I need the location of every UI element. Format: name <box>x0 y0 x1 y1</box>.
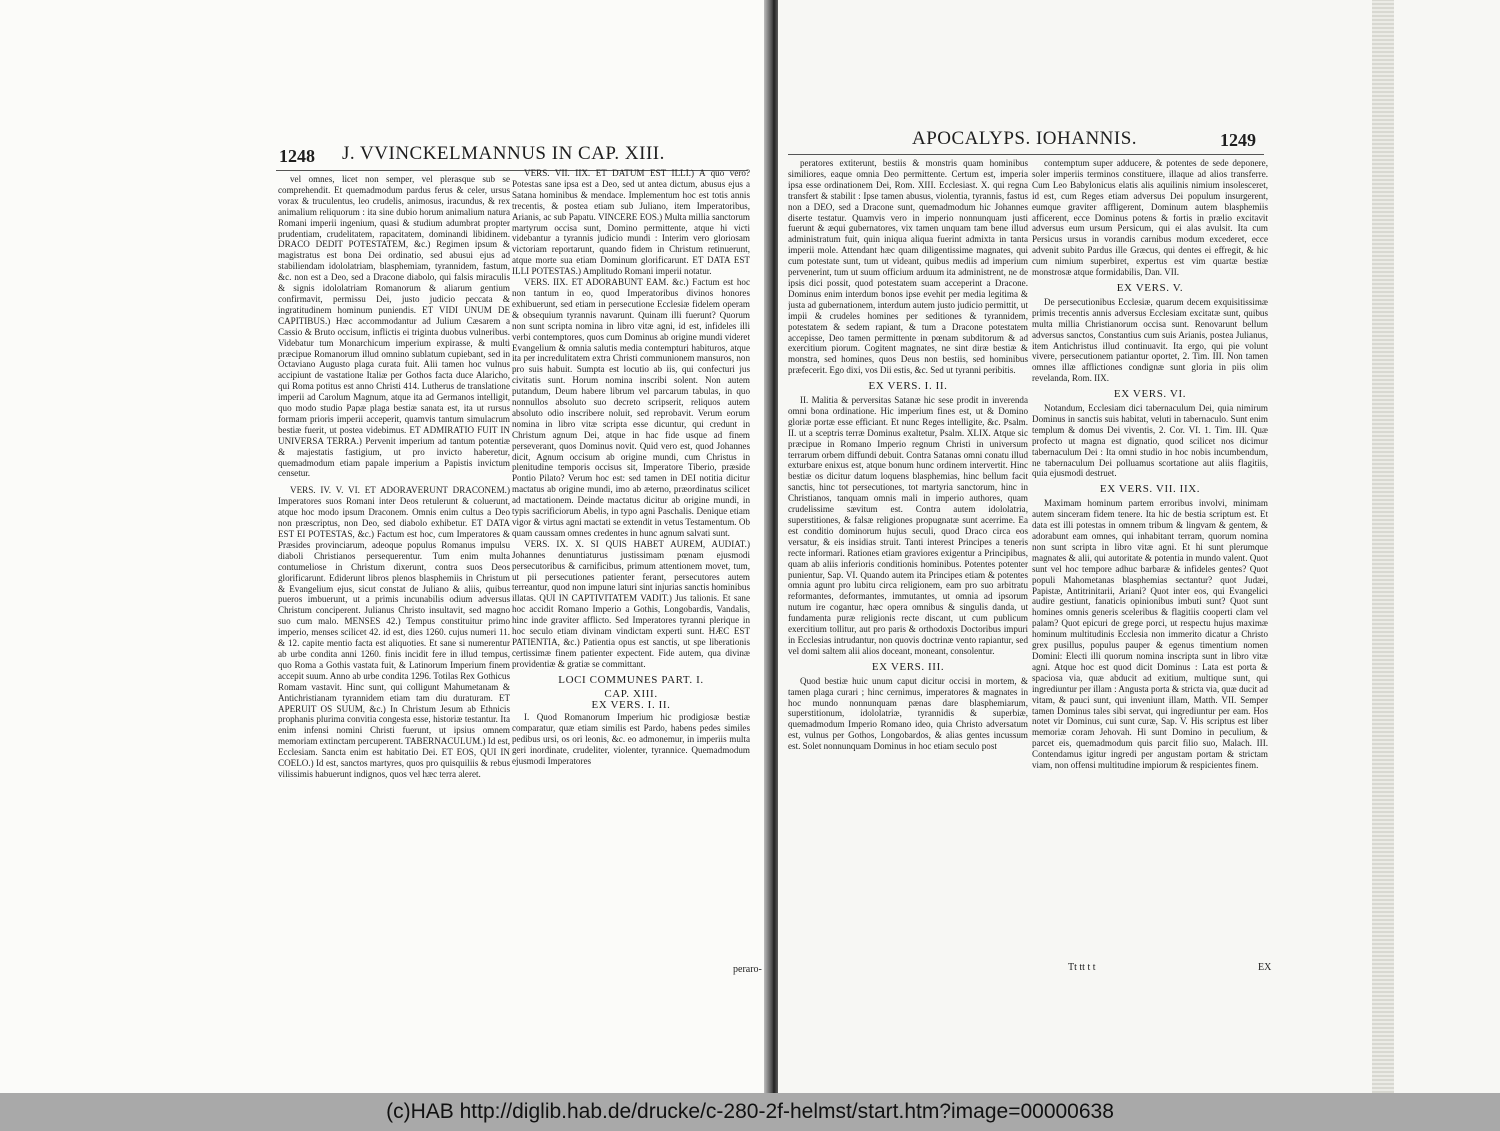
paragraph: vel omnes, licet non semper, vel plerasque sub se comprehendit. Et quemadmodum pardus ferus & celer, ursus vorax & truculentus, leo crudelis, animosus, iracundus, & rex animalium reliquorum : ita sine dubio horum animalium natura Romani imperii ingenium, quasi & studium adumbrat propter prudentiam, crudelitatem, rapacitatem, dominandi libidinem. DRACO DEDIT POTESTATEM, &c.) Regimen ipsum & magistratus est bona Dei ordinatio, sed abusui ejus ad stabiliendam idololatriam, blasphemiam, tyrannidem, fastum, &c. non est a Deo, sed a Dracone diabolo, qui falsis miraculis & signis idololatriam Romanorum & aliarum gentium confirmavit, permissu Dei, justo judicio peccata & ingratitudinem hominum puniendis. ET VIDI UNUM DE CAPITIBUS.) Hæc accommodantur ad Julium Cæsarem a Cassio & Bruto occisum, inflictis ei triginta duobus vulneribus. Videbatur tum Monarchicum imperium expirasse, & multi præcipue Romanorum illud omnino sublatum cupiebant, sed in Octaviano Augusto plaga curata fuit. Alii tamen hoc vulnus accipiunt de vastatione Italiæ per Gothos facta duce Alaricho, qui Roma potitus est anno Christi 414. Lutherus de translatione imperii ad Carolum Magnum, atque ita ad Germanos intelligit, quo modo studio Papæ plaga bestiæ sanata est, ita ut rursus formam prioris imperii acceperit, quamvis tantum simulacrum bestiæ fuerit, ut postea videbimus. ET ADMIRATIO FUIT IN UNIVERSA TERRA.) Pervenit imperium ad tantum potentiæ & majestatis fastigium, ut pro invicto haberetur, quemadmodum etiam papale imperium a Papistis invictum censetur. <box>278 174 510 479</box>
section-heading: EX VERS. III. <box>871 660 945 673</box>
right-header-rule <box>788 154 1264 155</box>
right-column-1 <box>788 158 1028 978</box>
catchword: peraro- <box>733 964 762 975</box>
right-running-header: APOCALYPS. IOHANNIS. <box>912 128 1138 149</box>
paragraph: VERS. IX. X. SI QUIS HABET AUREM, AUDIAT.) Johannes denuntiaturus justissimam pœnam ejusmodi persecutoribus & carnificibus, primum attentionem movet, tum, ut pii persecutiones patienter ferant, persecutores autem terreantur, quod non impune laturi sint injurias sanctis hominibus illatas. QUI IN CAPTIVITATEM VADIT.) Jus talionis. Et sane hoc accidit Romano Imperio a Gothis, Longobardis, Vandalis, hinc inde graviter afflicto. Sed Imperatores tyranni plerique in hoc seculo etiam divinam vindictam experti sunt. HÆC EST PATIENTIA, &c.) Patientia opus est sanctis, ut spe liberationis certissimæ finem patienter expectent. Fide autem, qua divinæ providentiæ & gratiæ se committant. <box>512 538 750 669</box>
section-heading: EX VERS. I. II. <box>868 380 948 393</box>
right-column-2 <box>1032 158 1268 958</box>
paragraph: I. Quod Romanorum Imperium hic prodigiosæ bestiæ comparatur, quæ etiam similis est Pardo, habens pedes similes pedibus ursi, os ori leonis, &c. eo admonemur, in imperiis multa geri inordinate, crudeliter, violenter, tyrannice. Quemadmodum ejusmodi Imperatores <box>512 712 750 767</box>
left-running-header: J. VVINCKELMANNUS IN CAP. XIII. <box>342 143 665 164</box>
left-column-2 <box>512 168 750 978</box>
section-heading: EX VERS. I. II. <box>591 698 671 711</box>
signature-mark: Tt tt t t <box>1068 962 1096 973</box>
page-edge-shading <box>1372 0 1394 1093</box>
left-page-number: 1248 <box>279 146 315 166</box>
paragraph: contemptum super adducere, & potentes de sede deponere, soler imperiis terminos constituere, illaque ad alios transferre. Cum Leo Babylonicus elatis alis aquilinis nimium insolesceret, id est, cum Reges etiam adversus Dei populum insurgerent, eumque graviter affligerent, Dominum autem blasphemiis afficerent, ecce Dominus potens & fortis in prælio excitavit adversus eum ursum Persicum, qui ei alas avulsit. Ita cum Persicus ursus in vorandis carnibus modum excederet, ecce advenit subito Pardus ille Græcus, qui dentes ei effregit, & hic cum nimium superbiret, expertus est vim quartæ bestiæ monstrosæ atque formidabilis, Dan. VII. <box>1032 158 1268 278</box>
paragraph: II. Malitia & perversitas Satanæ hic sese prodit in inverenda omni bona ordinatione. Hic imperium fines est, ut & Domino gloriæ portæ esse efficiant. Et nunc Reges intelligite, &c. Psalm. II. ut a sceptris terræ Dominus exaltetur, Psalm. XLIX. Atque sic præcipue in Romano Imperio regnum Christi in universum terrarum orbem diffundi debuit. Contra Satanas omni conatu illud exturbare enixus est, atque bonum hunc ordinem intervertit. Hinc bestiæ os dicitur datum loquens blasphemias, hinc bellum facit sanctis, hinc tot persecutiones, tot martyria sanctorum, hinc in Christianos, tanquam omnis mali in imperio authores, quam crudelissime sævitum est. Contra autem idololatria, superstitiones, & falsæ religiones propugnatæ sunt acerrime. Ea est conditio dominorum hujus seculi, quod Draco circa eos versatur, & eis insidias struit. Tanti interest Principes a teneris recte informari. Rationes etiam graviores exigentur a Principibus, quam ab aliis inferioris conditionis hominibus. Potentes potenter punientur, Sap. VI. Quando autem ita Principes etiam & potentes omnia agunt pro lubitu circa religionem, eam pro suo arbitratu reformantes, deformantes, immutantes, ut omnia ad ipsorum nutum ire cogantur, hæc opera omnibus & singulis danda, ut fundamenta puræ religionis recte discant, ut cum publicum exercitium tollitur, aut pro paris & orthodoxis Doctoribus impuri in Ecclesias intrudantur, non quovis doctrinæ vento rapiantur, sed vel domi saltem alii alios doceant, moneant, consolentur. <box>788 395 1028 656</box>
left-column-1 <box>278 174 510 974</box>
footer-credit-text: (c)HAB http://diglib.hab.de/drucke/c-280-2f-helmst/start.htm?image=00000638 <box>386 1100 1114 1123</box>
section-heading: EX VERS. VI. <box>1113 388 1187 401</box>
paragraph: Quod bestiæ huic unum caput dicitur occisi in mortem, & tamen plaga curari ; hinc cernimus, imperatores & magnates in hoc mundo nonnunquam pænas dare blasphemiarum, superstitionum, idololatriæ, tyrannidis & superbiæ, quemadmodum Imperio Romano ideo, quia Christo adversatum est, vulnus per Gothos, Longobardos, & alias gentes incussum est. Solet nonnunquam Dominus in hoc etiam seculo post <box>788 675 1028 752</box>
paragraph: VERS. IIX. ET ADORABUNT EAM. &c.) Factum est hoc non tantum in eo, quod Imperatoribus divinos honores exhibuerunt, sed etiam in persecutione Ecclesiæ fidelem operam & obsequium tyrannis navarunt. Quinam illi fuerunt? Quorum non sunt scripta nomina in libro vitæ agni, id est, infideles illi verbi contemptores, quos cum Dominus ab origine mundi videret Evangelium & omnia salutis media contempturi habituros, atque ita per incredulitatem extra Christi communionem mansuros, non pro suis habuit. Sumpta est locutio ab iis, qui confecturi jus civitatis sunt. Horum nomina inscribi solent. Non autem putandum, Deum habere librum vel parcarum tabulas, in quo nonnullos absoluto suo decreto scripserit, reliquos autem absoluto odio inscribere noluit, sed reprobavit. Verum eorum nomina in libro vitæ scripta esse dicuntur, qui credunt in Christum agnum Dei, atque in hac fide usque ad finem perseverant, quos Dominus novit. Quid vero est, quod Johannes dicit, Agnum occisum ab origine mundi, cum Christus in plenitudine temporis occisus sit, Imperatore Tiberio, præside Pontio Pilato? Verum hoc est: sed tamen in DEI notitia dicitur mactatus ab origine mundi, imo ab æterno, præordinatus scilicet ad mactationem. Deinde mactatus dicitur ab origine mundi, in typis sacrificiorum Abelis, in typo agni Paschalis. Denique etiam vigor & virtus agni mactati se extendit in vetus Testamentum. Ob quam caussam omnes credentes in hunc agnum salvati sunt. <box>512 277 750 538</box>
catchword: EX <box>1258 962 1272 973</box>
paragraph: Notandum, Ecclesiam dici tabernaculum Dei, quia nimirum Dominus in sanctis suis habitat, veluti in tabernaculo. Sunt enim templum & domus Dei viventis, 2. Cor. VI. 1. Tim. III. Quæ profecto ut magna est dignatio, quod scilicet nos dicimur tabernaculum Dei : Ita omni studio in hoc nobis incumbendum, ne tabernaculum Dei polluamus scortatione aut aliis flagitiis, quia ejusmodi destruet. <box>1032 403 1268 479</box>
paragraph: VERS. VII. IIX. ET DATUM EST ILLI.) A quo vero? Potestas sane ipsa est a Deo, sed ut antea dictum, abusus ejus a Satana hominibus & mendace. Implementum hoc est totis annis trecentis, & postea etiam sub Juliano, item Imperatoribus, Arianis, ac sub Papatu. VINCERE EOS.) Multa millia sanctorum martyrum occisa sunt, Domino permittente, atque hi victi videbantur a tyrannis judicio mundi : Interim vero gloriosam victoriam reportarunt, quando fidem in Christum retinuerunt, atque morte sua etiam Dominum glorificarunt. ET DATA EST ILLI POTESTAS.) Amplitudo Romani imperii notatur. <box>512 168 750 277</box>
section-heading: EX VERS. V. <box>1116 281 1184 294</box>
section-heading: CAP. XIII. <box>604 687 658 700</box>
paragraph: De persecutionibus Ecclesiæ, quarum decem exquisitissimæ primis trecentis annis adversus Ecclesiam excitatæ sunt, quibus multa millia Christianorum occisa sunt. Renovarunt bellum adversus sanctos, Constantius cum suis Arianis, postea Julianus, item Antichristus illud continuavit. Ita ergo, qui pie volunt vivere, persecutionem patiantur oportet, 2. Tim. III. Non tamen omnes illæ afflictiones condignæ sunt gloria in piis olim revelanda, Rom. IIX. <box>1032 296 1268 384</box>
paragraph: peratores extiterunt, bestiis & monstris quam hominibus similiores, eaque omnia Deo permittente. Certum est, imperia ipsa esse ordinationem Dei, Rom. XIII. Ecclesiast. X. qui regna transfert & stabilit : Ipse tamen abusus, violentia, tyrannis, fastus non a DEO, sed a Dracone sunt, quemadmodum hic Johannes diserte testatur. Quamvis vero in imperio nonnunquam justi fuerunt & æqui gubernatores, vix tamen unquam tam bene illud administratum fuit, quin iniqua aliqua fuerint admixta in tanta imperii mole. Attendant hæc quam diligentissime magnates, qui cum potestate sunt, tum ut videant, quibus mediis ad imperium pervenerint, tum ut suum officium arduum ita administrent, ne de ipsis dici possit, quod potestatem suam acceperint a Dracone. Dominus enim interdum bonos ipse evehit per media legitima & justa ad gubernationem, interdum autem justo judicio permittit, ut impii & crudeles homines per seditiones & tyrannidem, potestatem & sedem rapiant, & tum a Dracone potestatem accepisse, Deo tamen permittente in pœnam subditorum & ad exercitium piorum. Cogitent magnates, ne sint diræ bestiæ & monstra, sed homines, quos Deus non bestiis, sed hominibus præfecerit. Ego dixi, vos Dii estis, &c. Sed ut tyranni peribitis. <box>788 158 1028 376</box>
footer-credit-bar <box>0 1093 1500 1131</box>
paragraph: VERS. IV. V. VI. ET ADORAVERUNT DRACONEM.) Imperatores suos Romani inter Deos retulerunt & coluerunt, atque hoc modo ipsum Draconem. Omnis enim cultus a Deo non præscriptus, non Deo, sed diabolo exhibetur. ET DATA EST EI POTESTAS, &c.) Factum est hoc, cum Imperatores & Præsides provinciarum, adeoque populus Romanus impulsu diaboli Christianos persequerentur. Tum enim multa contumeliose in Christum dixerunt, contra suos Deos glorificarunt. Ediderunt libros plenos blasphemiis in Christum & Evangelium ejus, sicut constat de Juliano & aliis, quibus pueros imbuerunt, ut a primis incunabilis odium adversus Christum conciperent. Julianus Christo insultavit, sed magno suo cum malo. MENSES 42.) Tempus constituitur primo imperio, menses scilicet 42. id est, dies 1260. cujus numeri 11. & 12. capite mentio facta est aliquoties. Et sane si numerentur ab urbe condita anni 1260. finis incidit fere in illud tempus, quo Roma a Gothis vastata fuit, & Latinorum Imperium finem accepit suum. Anno ab urbe condita 1296. Totilas Rex Gothicus Romam vastavit. Hinc sunt, qui colligunt Mahumetanam & Antichristianam tyrannidem etiam tam diu duraturam. ET APERUIT OS SUUM, &c.) In Christum Jesum ab Ethnicis prophanis plurima convitia congesta esse, historiæ testantur. Ita enim infensi nomini Christi fuerunt, ut ipsius omnem memoriam extinctam percuperent. TABERNACULUM.) Id est, Ecclesiam. Sancta enim est habitatio Dei. ET EOS, QUI IN COELO.) Id est, sanctos martyres, quos pro quisquiliis & rebus vilissimis habuerunt indignos, quos vel hæc terra aleret. <box>278 485 510 779</box>
right-page-number: 1249 <box>1220 130 1256 150</box>
section-heading: LOCI COMMUNES PART. I. <box>558 673 704 686</box>
paragraph: Maximam hominum partem erroribus involvi, minimam autem sinceram fidem tenere. Ita hic de bestia scriptum est. Et data est illi potestas in omnem tribum & lingvam & gentem, & adorabunt eam omnes, qui inhabitant terram, quorum nomina non sunt scripta in libro vitæ agni. Et hi sunt plerumque magnates & alii, qui autoritate & potentia in mundo valent. Quot sunt vel hoc tempore adhuc barbaræ & infideles gentes? Quot populi Mahometanas blasphemias sectantur? quot Judæi, Papistæ, Antitrinitarii, Ariani? Quot inter eos, qui Evangelici audire gestiunt, fanaticis opinionibus imbuti sunt? Quot sunt homines omnis generis sceleribus & flagitiis cooperti clam vel palam? Quot epicuri de grege porci, ut respectu hujus maximæ hominum multitudinis Ecclesia non immerito dicatur a Christo grex pusillus, populus pauper & egenus timentium nomen Domini: Electi illi quorum nomina inscripta sunt in libro vitæ agni. Atque hoc est quod dicit Dominus : Lata est porta & spaciosa via, quæ abducit ad exitium, multique sunt, qui ingrediuntur per illam : Angusta porta & stricta via, quæ ducit ad vitam, & pauci sunt, qui inveniunt illam, Matth. VII. Semper tamen Dominus tales sibi servat, qui ingrediuntur per eam. Hos notet vir Dominus, cui sunt curæ, Sap. V. His scriptus est liber memoriæ coram Jehovah. Hi sunt Domino in peculium, & parcet eis, quemadmodum quis parcit filio suo, Malach. III. Contendamus igitur ingredi per angustam portam & strictam viam, non offensi multitudine impiorum & respicientes finem. <box>1032 498 1268 771</box>
left-page <box>0 0 770 1093</box>
section-heading: EX VERS. VII. IIX. <box>1099 483 1201 496</box>
